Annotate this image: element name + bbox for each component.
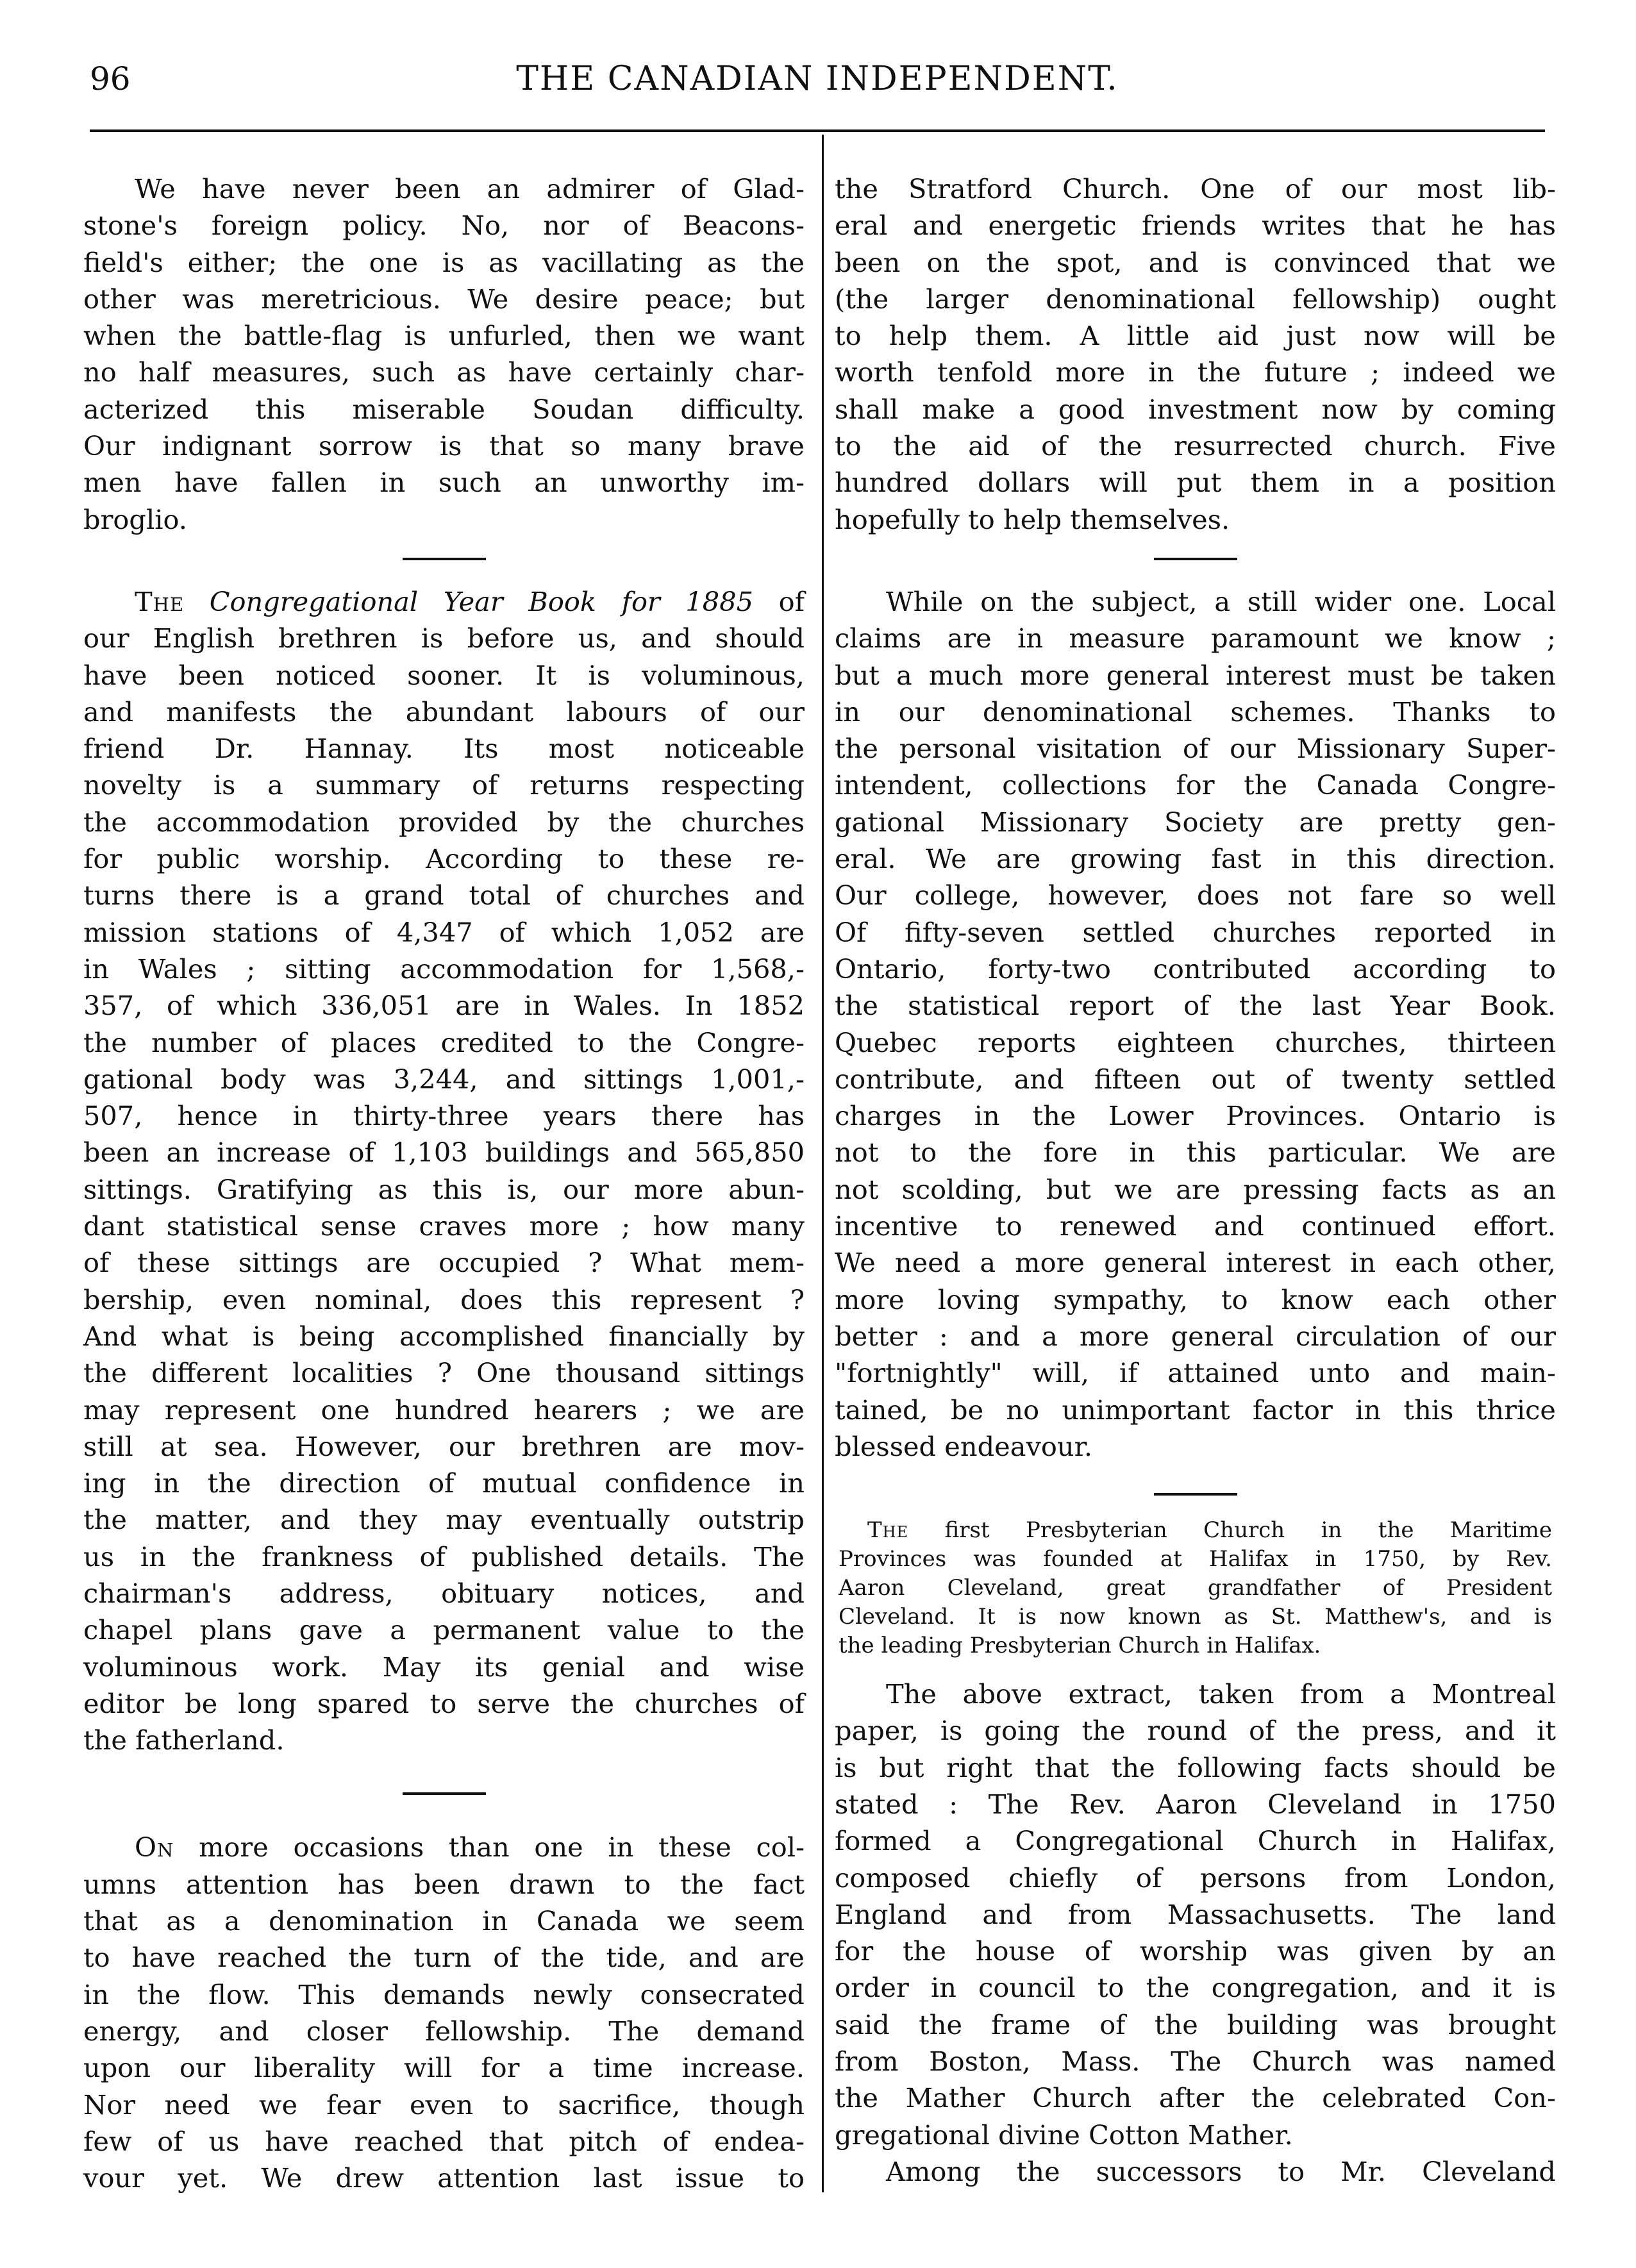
text-line: better : and a more general circulation of our xyxy=(835,1320,1556,1352)
text-fragment: more occasions than one in these col- xyxy=(199,1831,805,1864)
text-line: from Boston, Mass. The Church was named xyxy=(835,2046,1556,2078)
text-line: the Stratford Church. One of our most lib- xyxy=(835,173,1556,204)
text-line: mission stations of 4,347 of which 1,052 are xyxy=(83,916,805,948)
text-line: voluminous work. May its genial and wise xyxy=(83,1651,805,1683)
text-line: 507, hence in thirty-three years there has xyxy=(83,1100,805,1132)
text-line: Quebec reports eighteen churches, thirteen xyxy=(835,1026,1556,1058)
text-line: eral. We are growing fast in this direction. xyxy=(835,843,1556,875)
text-line: the accommodation provided by the churches xyxy=(83,806,805,838)
text-line: may represent one hundred hearers ; we are xyxy=(83,1394,805,1426)
text-line: claims are in measure paramount we know ; xyxy=(835,622,1556,655)
text-line: not to the fore in this particular. We are xyxy=(835,1137,1556,1169)
text-line: novelty is a summary of returns respecting xyxy=(83,769,805,801)
text-line: eral and energetic friends writes that he has xyxy=(835,210,1556,242)
text-line: tained, be no unimportant factor in this thrice xyxy=(835,1394,1556,1426)
text-line: upon our liberality will for a time increase. xyxy=(83,2052,805,2084)
text-line: Nor need we fear even to sacrifice, though xyxy=(83,2089,805,2121)
text-line: the leading Presbyterian Church in Halifax. xyxy=(839,1633,1321,1659)
text-line: vour yet. We drew attention last issue to xyxy=(83,2162,805,2194)
text-line xyxy=(83,583,805,620)
text-line: in Wales ; sitting accommodation for 1,568,- xyxy=(83,953,805,985)
text-line: editor be long spared to serve the churches of xyxy=(83,1687,805,1719)
text-line: hundred dollars will put them in a position xyxy=(835,467,1556,499)
text-line: is but right that the following facts should be xyxy=(835,1751,1556,1783)
text-line: Aaron Cleveland, great grandfather of President xyxy=(839,1575,1552,1601)
text-line: and manifests the abundant labours of our xyxy=(83,696,805,728)
text-line: Among the successors to Mr. Cleveland xyxy=(886,2155,1556,2187)
text-line: worth tenfold more in the future ; indeed we xyxy=(835,356,1556,388)
text-line: Ontario, forty-two contributed according to xyxy=(835,953,1556,985)
stratford-paragraph xyxy=(835,171,1556,538)
section-separator xyxy=(403,1792,486,1795)
text-line: stated : The Rev. Aaron Cleveland in 1750 xyxy=(835,1788,1556,1820)
text-line: the matter, and they may eventually outstrip xyxy=(83,1504,805,1536)
right-column xyxy=(835,171,1556,2190)
text-line: but a much more general interest must be taken xyxy=(835,659,1556,691)
cleveland-paragraph xyxy=(835,1676,1556,2153)
lead-word: The xyxy=(135,585,185,617)
text-line: sittings. Gratifying as this is, our more abun- xyxy=(83,1173,805,1205)
wider-subject-paragraph xyxy=(835,583,1556,1465)
text-line: that as a denomination in Canada we seem xyxy=(83,1905,805,1937)
text-line: order in council to the congregation, and it is xyxy=(835,1972,1556,2004)
text-line: gregational divine Cotton Mather. xyxy=(835,2119,1293,2151)
left-column xyxy=(83,171,805,2196)
text-line: umns attention has been drawn to the fact xyxy=(83,1868,805,1900)
text-line: blessed endeavour. xyxy=(835,1430,1093,1462)
text-line: the number of places credited to the Congre- xyxy=(83,1026,805,1058)
text-line: While on the subject, a still wider one. Local xyxy=(886,585,1556,617)
text-line: Cleveland. It is now known as St. Matthew's, and is xyxy=(839,1604,1552,1630)
text-line: said the frame of the building was brought xyxy=(835,2008,1556,2040)
text-line: turns there is a grand total of churches and xyxy=(83,880,805,912)
text-fragment: first Presbyterian Church in the Maritime xyxy=(944,1517,1552,1544)
text-line: more loving sympathy, to know each other xyxy=(835,1283,1556,1315)
text-line: the personal visitation of our Missionary Super- xyxy=(835,733,1556,765)
text-line: ing in the direction of mutual confidence in xyxy=(83,1467,805,1499)
text-line: intendent, collections for the Canada Congre- xyxy=(835,769,1556,801)
lead-word: The xyxy=(867,1517,909,1544)
text-line: 357, of which 336,051 are in Wales. In 1852 xyxy=(83,990,805,1022)
year-book-paragraph xyxy=(83,583,805,1759)
text-line: still at sea. However, our brethren are mov- xyxy=(83,1430,805,1462)
text-line: charges in the Lower Provinces. Ontario is xyxy=(835,1100,1556,1132)
text-line: to the aid of the resurrected church. Five xyxy=(835,430,1556,462)
text-line: the statistical report of the last Year Book. xyxy=(835,990,1556,1022)
text-line: in the flow. This demands newly consecrated xyxy=(83,1978,805,2010)
lead-word: On xyxy=(135,1831,174,1864)
text-line: in our denominational schemes. Thanks to xyxy=(835,696,1556,728)
text-line: energy, and closer fellowship. The demand xyxy=(83,2015,805,2047)
text-line: stone's foreign policy. No, nor of Beacons- xyxy=(83,210,805,242)
section-separator xyxy=(403,558,486,560)
text-line: paper, is going the round of the press, and it xyxy=(835,1715,1556,1747)
text-line: the different localities ? One thousand sittings xyxy=(83,1357,805,1389)
text-line: formed a Congregational Church in Halifax, xyxy=(835,1825,1556,1857)
page-header xyxy=(90,56,1545,108)
text-line: have been noticed sooner. It is voluminous, xyxy=(83,659,805,691)
text-line: acterized this miserable Soudan difficulty. xyxy=(83,393,805,425)
text-line: the Mather Church after the celebrated Con- xyxy=(835,2082,1556,2114)
text-line xyxy=(83,1829,805,1865)
text-line: gational Missionary Society are pretty gen- xyxy=(835,806,1556,838)
text-line: the fatherland. xyxy=(83,1724,285,1756)
page-number: 96 xyxy=(90,60,131,97)
text-line: for the house of worship was given by an xyxy=(835,1935,1556,1967)
text-line: Of fifty-seven settled churches reported in xyxy=(835,916,1556,948)
text-line: bership, even nominal, does this represent ? xyxy=(83,1283,805,1315)
text-line: chairman's address, obituary notices, and xyxy=(83,1577,805,1609)
text-line: broglio. xyxy=(83,503,187,535)
text-line: us in the frankness of published details. The xyxy=(83,1540,805,1572)
header-rule xyxy=(90,129,1545,132)
text-line: been an increase of 1,103 buildings and 565,850 xyxy=(83,1137,805,1169)
section-separator xyxy=(1154,1493,1237,1496)
column-divider xyxy=(822,135,824,2192)
publication-title: THE CANADIAN INDEPENDENT. xyxy=(516,60,1119,98)
text-line: for public worship. According to these re- xyxy=(83,843,805,875)
text-line: other was meretricious. We desire peace; but xyxy=(83,283,805,315)
text-line: (the larger denominational fellowship) ought xyxy=(835,283,1556,315)
text-line: incentive to renewed and continued effort. xyxy=(835,1210,1556,1242)
text-line: chapel plans gave a permanent value to the xyxy=(83,1614,805,1646)
text-line: We need a more general interest in each other, xyxy=(835,1247,1556,1279)
text-line: no half measures, such as have certainly char- xyxy=(83,356,805,388)
quoted-extract xyxy=(835,1516,1556,1660)
text-line: And what is being accomplished financially by xyxy=(83,1320,805,1352)
text-line: when the battle-flag is unfurled, then we want xyxy=(83,320,805,352)
text-line: to have reached the turn of the tide, and are xyxy=(83,1942,805,1974)
text-line: of these sittings are occupied ? What mem- xyxy=(83,1247,805,1279)
text-line: contribute, and fifteen out of twenty settled xyxy=(835,1063,1556,1095)
text-line: The above extract, taken from a Montreal xyxy=(886,1678,1556,1710)
text-line: shall make a good investment now by coming xyxy=(835,393,1556,425)
text-line: Provinces was founded at Halifax in 1750, by Rev. xyxy=(839,1546,1552,1572)
text-line: Our indignant sorrow is that so many brave xyxy=(83,430,805,462)
text-line: composed chiefly of persons from London, xyxy=(835,1862,1556,1894)
text-line: our English brethren is before us, and should xyxy=(83,622,805,655)
text-line: not scolding, but we are pressing facts as an xyxy=(835,1173,1556,1205)
gladstone-paragraph xyxy=(83,171,805,538)
text-line: gational body was 3,244, and sittings 1,001,- xyxy=(83,1063,805,1095)
text-line: few of us have reached that pitch of endea- xyxy=(83,2125,805,2157)
text-line: been on the spot, and is convinced that we xyxy=(835,246,1556,278)
section-separator xyxy=(1154,558,1237,560)
text-line: "fortnightly" will, if attained unto and main- xyxy=(835,1357,1556,1389)
text-line: men have fallen in such an unworthy im- xyxy=(83,467,805,499)
text-line: field's either; the one is as vacillating as the xyxy=(83,246,805,278)
text-line: Our college, however, does not fare so well xyxy=(835,880,1556,912)
text-line xyxy=(839,1516,1552,1545)
text-line: to help them. A little aid just now will be xyxy=(835,320,1556,352)
successors-paragraph xyxy=(835,2153,1556,2190)
text-line: England and from Massachusetts. The land xyxy=(835,1898,1556,1930)
text-line: dant statistical sense craves more ; how many xyxy=(83,1210,805,1242)
turn-of-tide-paragraph xyxy=(83,1829,805,2196)
text-line: friend Dr. Hannay. Its most noticeable xyxy=(83,733,805,765)
text-fragment: of xyxy=(778,585,805,617)
text-line: We have never been an admirer of Glad- xyxy=(135,173,805,204)
book-title: Congregational Year Book for 1885 xyxy=(209,585,753,617)
text-line: hopefully to help themselves. xyxy=(835,503,1230,535)
